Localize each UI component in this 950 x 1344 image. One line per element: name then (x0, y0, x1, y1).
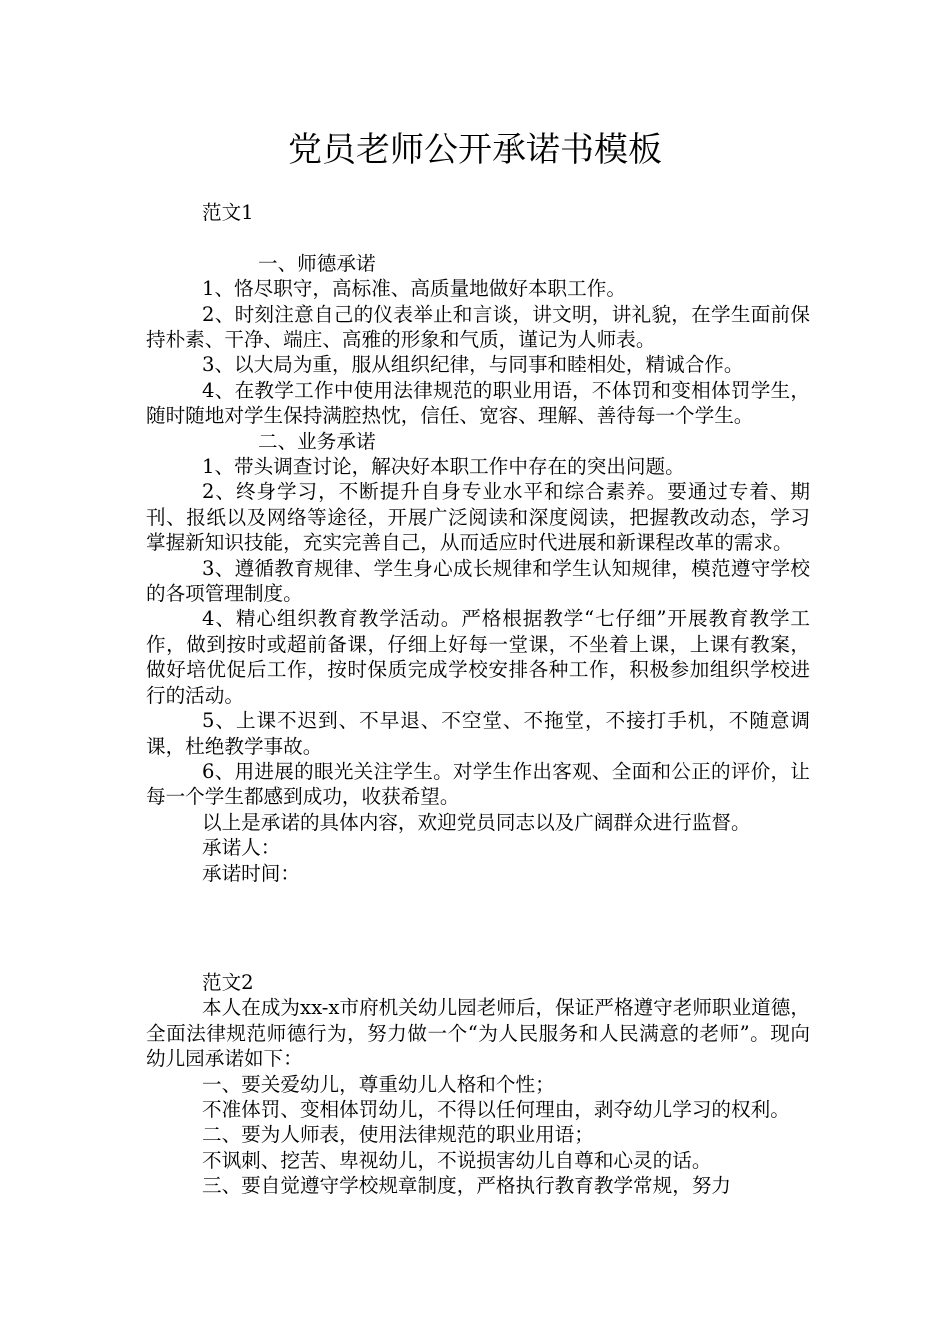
sample-1-label: 范文1 (202, 201, 254, 224)
spacer (146, 225, 810, 250)
sample-1-section (146, 200, 810, 886)
promiser-label: 承诺人： (202, 836, 281, 860)
document-title: 党员老师公开承诺书模板 (288, 130, 662, 170)
closing-statement: 以上是承诺的具体内容，欢迎党员同志以及广阔群众进行监督。 (202, 810, 751, 834)
section-2-item: 2、终身学习，不断提升自身专业水平和综合素养。要通过专着、期刊、报纸以及网络等途径，开展广泛阅读和深度阅读，把握教改动态，学习掌握新知识技能，充实完善自己，从而适应时代进展和新课程改革的需求。 (146, 480, 810, 555)
section-2-item: 1、带头调查讨论，解决好本职工作中存在的突出问题。 (202, 455, 685, 479)
point-1-text: 不准体罚、变相体罚幼儿，不得以任何理由，剥夺幼儿学习的权利。 (202, 1098, 790, 1122)
section-2-item: 6、用进展的眼光关注学生。对学生作出客观、全面和公正的评价，让每一个学生都感到成功，收获希望。 (146, 759, 810, 809)
point-2-text: 不讽刺、挖苦、卑视幼儿，不说损害幼儿自尊和心灵的话。 (202, 1148, 712, 1172)
time-label: 承诺时间： (202, 861, 300, 885)
section-2-item: 3、遵循教育规律、学生身心成长规律和学生认知规律，模范遵守学校的各项管理制度。 (146, 556, 810, 606)
section-2-item: 4、精心组织教育教学活动。严格根据教学“七仔细”开展教育教学工作，做到按时或超前备课，仔细上好每一堂课，不坐着上课，上课有教案，做好培优促后工作，按时保质完成学校安排各种工作，积极参加组织学校进行的活动。 (146, 607, 810, 707)
section-2-item: 5、上课不迟到、不早退、不空堂、不拖堂，不接打手机，不随意调课，杜绝教学事故。 (146, 709, 810, 758)
sample-2-section (146, 970, 810, 1199)
point-1-heading: 一、要关爱幼儿，尊重幼儿人格和个性； (202, 1072, 555, 1096)
section-1-heading: 一、师德承诺 (258, 251, 376, 275)
point-2-heading: 二、要为人师表，使用法律规范的职业用语； (202, 1123, 594, 1147)
section-2-heading: 二、业务承诺 (258, 429, 376, 453)
sample-2-intro: 本人在成为xx-x市府机关幼儿园老师后，保证严格遵守老师职业道德，全面法律规范师德行为，努力做一个“为人民服务和人民满意的老师”。现向幼儿园承诺如下： (146, 996, 810, 1071)
point-3-heading: 三、要自觉遵守学校规章制度，严格执行教育教学常规，努力 (202, 1174, 732, 1198)
section-1-item: 2、时刻注意自己的仪表举止和言谈，讲文明，讲礼貌，在学生面前保持朴素、干净、端庄、高雅的形象和气质，谨记为人师表。 (146, 302, 810, 352)
section-1-item: 4、在教学工作中使用法律规范的职业用语，不体罚和变相体罚学生，随时随地对学生保持满腔热忱，信任、宽容、理解、善待每一个学生。 (146, 378, 810, 428)
sample-2-label: 范文2 (202, 971, 254, 994)
section-1-item: 3、以大局为重，服从组织纪律，与同事和睦相处，精诚合作。 (202, 353, 744, 377)
section-1-item: 1、恪尽职守，高标准、高质量地做好本职工作。 (202, 277, 626, 301)
